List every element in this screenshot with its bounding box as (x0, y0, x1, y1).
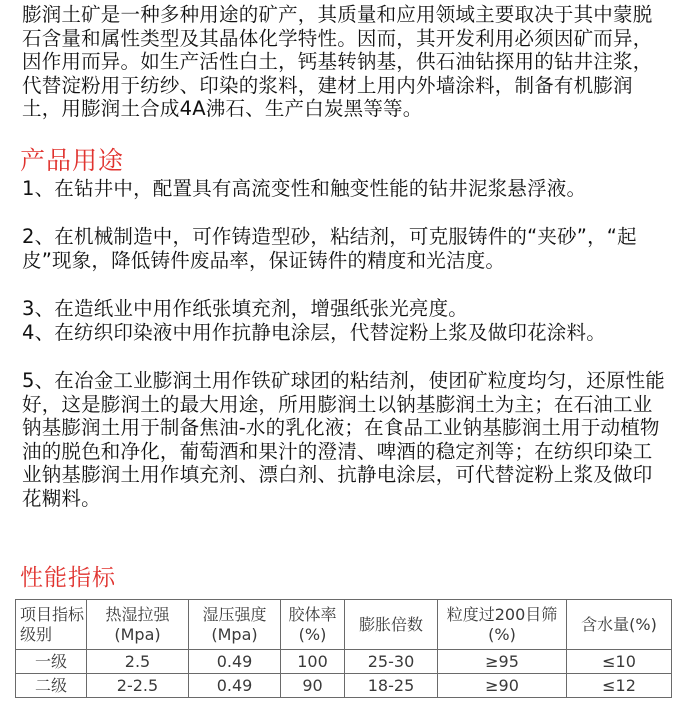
header-cell: 含水量(%) (567, 600, 672, 650)
table-cell: ≤12 (567, 674, 672, 698)
use-item-1: 1、在钻井中，配置具有高流变性和触变性能的钻井泥浆悬浮液。 (22, 177, 587, 200)
uses-heading: 产品用途 (20, 146, 125, 175)
header-cell: 项目指标级别 (16, 600, 87, 650)
table-cell: 2-2.5 (87, 674, 189, 698)
header-cell: 粒度过200目筛(%) (438, 600, 567, 650)
use-item-5: 5、在冶金工业膨润土用作铁矿球团的粘结剂，使团矿粒度均匀，还原性能好，这是膨润土的最大用途，所用膨润土以钠基膨润土为主；在石油工业钠基膨润土用于制备焦油-水的乳化液；在食品工业钠基膨润土用于动植物油的脱色和净化，葡萄酒和果汁的澄清、啤酒的稳定剂等；在纺织印染工业钠基膨润土用作填充剂、漂白剂、抗静电涂层，可代替淀粉上浆及做印花糊料。 (22, 369, 666, 510)
table-row (16, 650, 672, 674)
header-cell: 热湿拉强(Mpa) (87, 600, 189, 650)
table-cell: 一级 (16, 650, 87, 674)
spec-table (15, 599, 672, 698)
table-row (16, 674, 672, 698)
table-cell: ≤10 (567, 650, 672, 674)
use-item-4: 4、在纺织印染液中用作抗静电涂层，代替淀粉上浆及做印花涂料。 (22, 321, 606, 344)
specs-heading: 性能指标 (20, 565, 116, 591)
intro-paragraph: 膨润土矿是一种多种用途的矿产，其质量和应用领域主要取决于其中蒙脱石含量和属性类型及其晶体化学特性。因而，其开发利用必须因矿而异，因作用而异。如生产活性白土，钙基转钠基，供石油钻探用的钻井注浆，代替淀粉用于纺纱、印染的浆料，建材上用内外墙涂料，制备有机膨润土，用膨润土合成4A沸石、生产白炭黑等等。 (22, 3, 653, 121)
table-cell: 2.5 (87, 650, 189, 674)
header-cell: 湿压强度(Mpa) (189, 600, 281, 650)
table-cell: ≥90 (438, 674, 567, 698)
use-item-2: 2、在机械制造中，可作铸造型砂，粘结剂，可克服铸件的“夹砂”，“起皮”现象，降低铸件废品率，保证铸件的精度和光洁度。 (22, 225, 637, 272)
table-cell: 100 (281, 650, 345, 674)
table-cell: 0.49 (189, 650, 281, 674)
table-cell: ≥95 (438, 650, 567, 674)
table-cell: 0.49 (189, 674, 281, 698)
table-cell: 90 (281, 674, 345, 698)
table-cell: 二级 (16, 674, 87, 698)
table-cell: 18-25 (345, 674, 438, 698)
table-header-row (16, 600, 672, 650)
header-cell: 膨胀倍数 (345, 600, 438, 650)
use-item-3: 3、在造纸业中用作纸张填充剂，增强纸张光亮度。 (22, 297, 469, 320)
table-cell: 25-30 (345, 650, 438, 674)
header-cell: 胶体率(%) (281, 600, 345, 650)
